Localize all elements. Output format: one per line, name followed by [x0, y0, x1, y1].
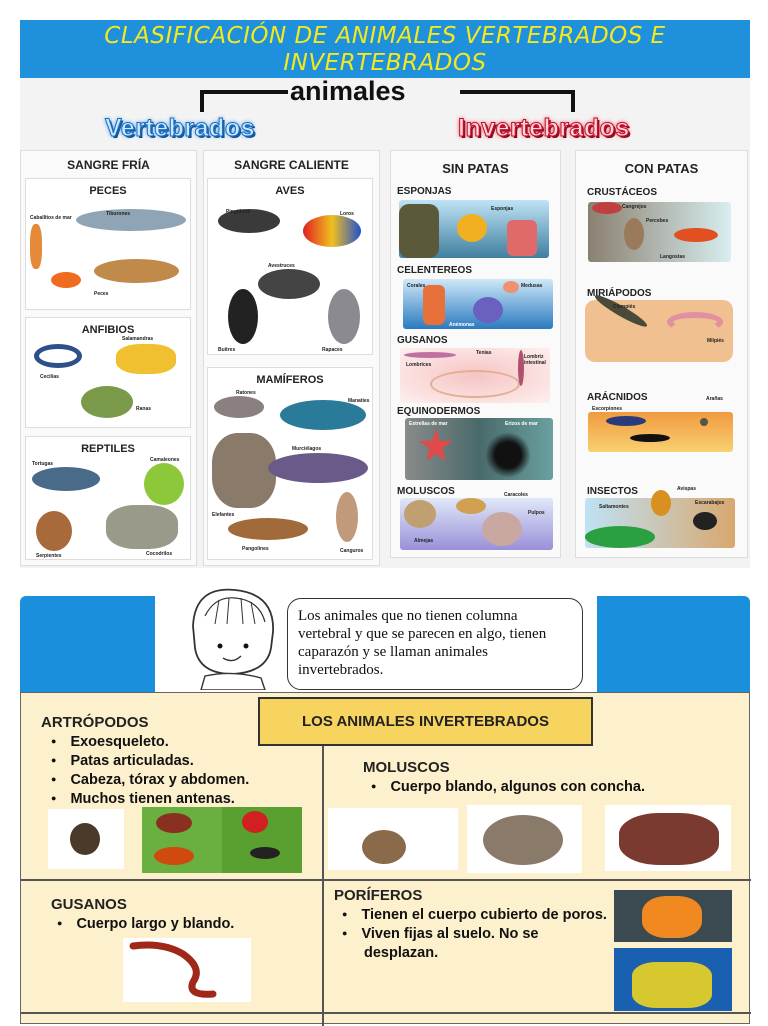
caecilian-image [34, 344, 82, 368]
group-heading: MIRIÁPODOS [587, 288, 652, 299]
animal-label: Almejas [414, 538, 434, 544]
row-divider [21, 879, 751, 881]
bullet-item: ● Exoesqueleto. [51, 733, 249, 752]
tapeworm-image [430, 370, 520, 398]
animal-label: Corales [407, 283, 426, 289]
cell-heading: ARTRÓPODOS [41, 714, 149, 731]
animal-label: Buitres [218, 347, 236, 353]
root-label: animales [290, 76, 406, 106]
animal-label: Tiburones [106, 211, 131, 217]
bracket-line-left [200, 90, 288, 94]
vulture-image [228, 289, 258, 344]
group-anfibios [25, 317, 191, 428]
cell-heading: GUSANOS [51, 896, 127, 913]
page-title: CLASIFICACIÓN DE ANIMALES VERTEBRADOS E INVERTEBRADOS [104, 23, 666, 76]
clam-image [404, 500, 436, 528]
animal-label: Arañas [706, 396, 723, 402]
group-heading: MAMÍFEROS [256, 374, 324, 386]
invertebrados-heading: Invertebrados [458, 114, 630, 142]
cell-poriferos [334, 887, 612, 962]
group-heading: EQUINODERMOS [397, 406, 481, 417]
frog-image [81, 386, 133, 418]
bullet-item: ● Viven fijas al suelo. No se desplazan. [342, 925, 612, 962]
invertebrates-title-box [258, 697, 593, 746]
bat-image [268, 453, 368, 483]
worm-photo [123, 938, 251, 1002]
orange-sponge-photo [614, 890, 732, 942]
mouse-image [214, 396, 264, 418]
animal-label: Percebes [646, 218, 669, 224]
animal-label: Elefantes [212, 512, 235, 518]
animal-label: Lombriz intestinal [524, 354, 546, 366]
barnacle-image [624, 218, 644, 250]
clam-photo [467, 805, 582, 873]
sponge-image [457, 214, 487, 242]
grasshopper-image [585, 526, 655, 548]
group-heading: MOLUSCOS [397, 486, 455, 497]
scorpion-image [630, 434, 670, 442]
kangaroo-image [336, 492, 358, 542]
animal-label: Esponjas [491, 206, 514, 212]
insects-photo [142, 807, 302, 873]
animal-label: Rapaces [322, 347, 343, 353]
tarantula-photo [48, 809, 124, 869]
pangolin-image [228, 518, 308, 540]
animal-label: Canguros [340, 548, 364, 554]
row-divider [21, 1012, 751, 1014]
group-heading: AVES [275, 185, 305, 197]
bullet-item: ● Patas articuladas. [51, 752, 249, 771]
animal-label: Cocodrilos [146, 551, 173, 557]
animal-label: Peces [94, 291, 109, 297]
fish-image [94, 259, 179, 283]
scene-gusanos [400, 348, 550, 403]
jellyfish-image [503, 281, 519, 293]
bracket-line-right [460, 90, 575, 94]
group-heading: INSECTOS [587, 486, 638, 497]
speech-bubble [287, 598, 583, 690]
clownfish-image [51, 272, 81, 288]
speech-text: Los animales que no tienen columna vertebral y que se parecen en algo, tienen caparazón y se llaman animales invertebrados. [298, 608, 547, 678]
animal-label: Avispas [677, 486, 696, 492]
scene-equinodermos [405, 418, 553, 480]
anemone-image [473, 297, 503, 323]
animal-label: Ciempiés [613, 304, 636, 310]
cell-artropodos [41, 714, 249, 809]
bracket-line-right-drop [571, 90, 575, 112]
animal-label: Salamandras [122, 336, 154, 342]
animal-label: Escarabajos [695, 500, 725, 506]
animal-label: Murciélagos [292, 446, 322, 452]
turtle-image [32, 467, 100, 491]
animal-label: Milpiés [707, 338, 724, 344]
lobster-image [674, 228, 718, 242]
group-heading: PECES [89, 185, 127, 197]
bullet-item: ● Cabeza, tórax y abdomen. [51, 771, 249, 790]
scene-crustaceos [588, 202, 731, 262]
animal-label: Erizos de mar [505, 421, 538, 427]
group-heading: ESPONJAS [397, 186, 452, 197]
bullet-item: ● Cuerpo blando, algunos con concha. [371, 778, 645, 797]
animal-label: Pangolines [242, 546, 269, 552]
animal-label: Tortugas [32, 461, 54, 467]
bullet-item: ● Tienen el cuerpo cubierto de poros. [342, 906, 612, 925]
bullet-item: ● Muchos tienen antenas. [51, 790, 249, 809]
parrot-image [303, 215, 361, 247]
group-peces [25, 178, 191, 310]
animal-label: Cecilias [40, 374, 59, 380]
animal-label: Ratones [236, 390, 256, 396]
child-illustration-icon [175, 586, 285, 690]
crab-image [592, 202, 622, 214]
bug-image [156, 813, 192, 833]
bracket-line-left-drop [200, 90, 204, 112]
salamander-image [116, 344, 176, 374]
beetle-image [154, 847, 194, 865]
animal-label: Caracoles [504, 492, 528, 498]
beetle-image [693, 512, 717, 530]
sponge-image [507, 220, 537, 256]
scene-miriapodos [585, 300, 733, 362]
animal-label: Camaleones [150, 457, 180, 463]
earthworm-image [404, 352, 456, 358]
snake-image [36, 511, 72, 551]
rock-image [399, 204, 439, 258]
group-reptiles [25, 436, 191, 560]
coral-image [423, 285, 445, 325]
group-heading: CELENTEREOS [397, 265, 473, 276]
starfish-image [419, 428, 453, 462]
shark-image [76, 209, 186, 231]
group-heading: ANFIBIOS [81, 324, 135, 336]
column-heading: SANGRE CALIENTE [234, 158, 349, 172]
animal-label: Avestruces [268, 263, 295, 269]
group-heading: CRUSTÁCEOS [587, 187, 658, 198]
vertebrados-heading: Vertebrados [105, 114, 256, 142]
seahorse-image [30, 224, 42, 269]
group-mamiferos [207, 367, 373, 560]
animal-label: Langostas [660, 254, 686, 260]
animal-label: Medusas [521, 283, 543, 289]
scorpion-image [606, 416, 646, 426]
cell-heading: MOLUSCOS [363, 759, 450, 776]
cell-heading: PORÍFEROS [334, 887, 423, 904]
crocodile-image [106, 505, 178, 549]
animal-label: Anémonas [449, 322, 475, 328]
animal-label: Ranas [136, 406, 152, 412]
group-aves [207, 178, 373, 355]
cell-gusanos [51, 896, 234, 934]
group-heading: GUSANOS [397, 335, 448, 346]
table-title: LOS ANIMALES INVERTEBRADOS [302, 713, 549, 730]
ant-image [250, 847, 280, 859]
cell-moluscos [363, 759, 645, 797]
title-banner [20, 20, 750, 78]
bullet-item: ● Cuerpo largo y blando. [57, 915, 234, 934]
spider-image [700, 418, 708, 426]
animal-label: Manatíes [348, 398, 370, 404]
ladybug-image [242, 811, 268, 833]
chameleon-image [144, 463, 184, 505]
animal-label: Saltamontes [599, 504, 629, 510]
yellow-sponge-photo [614, 948, 732, 1011]
snail-image [456, 498, 486, 514]
animal-label: Loros [340, 211, 354, 217]
animal-label: Serpientes [36, 553, 62, 559]
scene-esponjas [399, 200, 549, 258]
animal-label: Pulpos [528, 510, 545, 516]
sea-urchin-image [485, 432, 531, 478]
animal-label: Tenias [476, 350, 492, 356]
elephant-image [212, 433, 276, 508]
worm-icon [123, 938, 251, 1002]
octopus-photo [605, 805, 731, 871]
ostrich-image [258, 269, 320, 299]
snail-photo [328, 808, 458, 870]
animal-label: Cangrejos [622, 204, 647, 210]
column-heading: CON PATAS [624, 161, 699, 176]
scene-moluscos [400, 492, 553, 550]
wasp-image [651, 490, 671, 516]
scene-celentereos [403, 279, 553, 329]
octopus-image [482, 512, 522, 546]
animal-label: Caballitos de mar [30, 215, 72, 221]
group-heading: ARÁCNIDOS [587, 392, 648, 403]
vertical-divider [322, 746, 324, 1026]
column-heading: SIN PATAS [442, 161, 509, 176]
animal-label: Pingüinos [226, 209, 251, 215]
group-heading: REPTILES [81, 443, 135, 455]
column-heading: SANGRE FRÍA [67, 158, 150, 172]
millipede-image [667, 312, 723, 332]
animal-label: Estrellas de mar [409, 421, 448, 427]
animal-label: Escorpiones [592, 406, 623, 412]
manatee-image [280, 400, 366, 430]
animal-label: Lombrices [406, 362, 432, 368]
falcon-image [328, 289, 360, 344]
